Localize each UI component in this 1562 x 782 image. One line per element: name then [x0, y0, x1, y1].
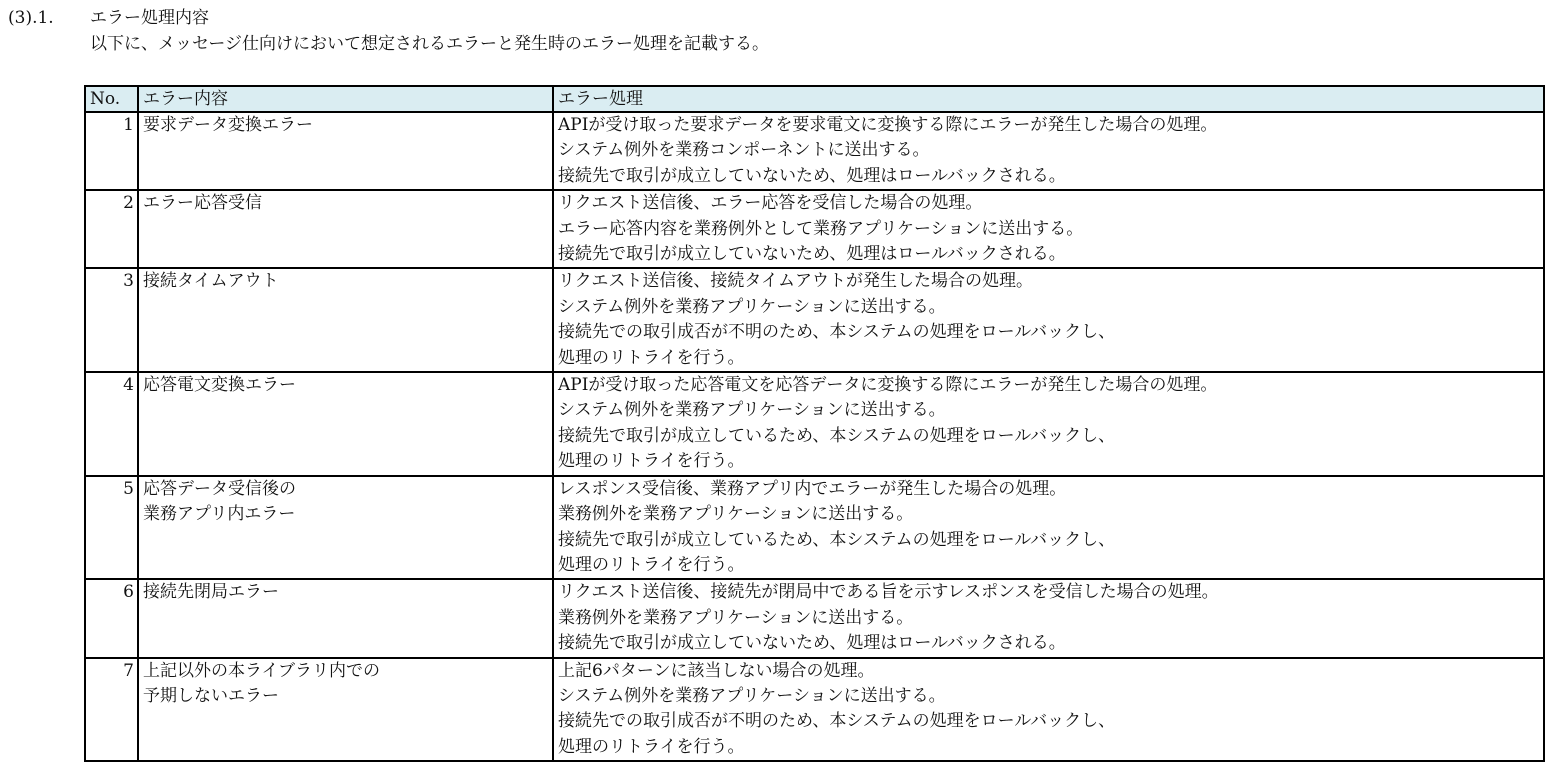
error-content-cell: [138, 372, 553, 476]
section-intro: 以下に、メッセージ仕向けにおいて想定されるエラーと発生時のエラー処理を記載する。: [90, 34, 769, 54]
table-row: [85, 190, 1544, 268]
error-handling-line: 上記6パターンに該当しない場合の処理。: [558, 660, 875, 681]
error-handling-cell: [553, 658, 1544, 762]
error-handling-cell: [553, 112, 1544, 190]
column-header-error-content: エラー内容: [138, 86, 553, 112]
error-content-cell: [138, 112, 553, 190]
column-header-error-handling: エラー処理: [553, 86, 1544, 112]
section-title: エラー処理内容: [90, 8, 209, 28]
error-handling-line: 処理のリトライを行う。: [558, 554, 745, 575]
table-row: [85, 476, 1544, 580]
error-handling-line: システム例外を業務アプリケーションに送出する。: [558, 685, 946, 706]
error-handling-line: システム例外を業務アプリケーションに送出する。: [558, 296, 946, 317]
error-handling-line: 接続先での取引成否が不明のため、本システムの処理をロールバックし、: [558, 322, 1116, 343]
error-content-line: 業務アプリ内エラー: [143, 504, 296, 525]
error-handling-line: 業務例外を業務アプリケーションに送出する。: [558, 504, 914, 525]
error-handling-line: レスポンス受信後、業務アプリ内でエラーが発生した場合の処理。: [558, 478, 1067, 499]
error-handling-cell: [553, 190, 1544, 268]
row-number: 4: [85, 372, 138, 476]
error-content-cell: [138, 268, 553, 372]
error-content-cell: [138, 658, 553, 762]
error-handling-cell: [553, 579, 1544, 657]
error-content-line: 接続タイムアウト: [143, 271, 279, 292]
row-number: 1: [85, 112, 138, 190]
table-row: [85, 372, 1544, 476]
error-content-line: 予期しないエラー: [143, 685, 279, 706]
error-handling-line: 処理のリトライを行う。: [558, 736, 745, 757]
error-handling-line: リクエスト送信後、エラー応答を受信した場合の処理。: [558, 193, 983, 214]
error-handling-line: 業務例外を業務アプリケーションに送出する。: [558, 607, 914, 628]
error-content-cell: [138, 476, 553, 580]
error-handling-line: リクエスト送信後、接続先が閉局中である旨を示すレスポンスを受信した場合の処理。: [558, 582, 1219, 603]
error-content-line: 要求データ変換エラー: [143, 115, 313, 135]
error-handling-line: エラー応答内容を業務例外として業務アプリケーションに送出する。: [558, 218, 1084, 239]
error-handling-line: 処理のリトライを行う。: [558, 347, 745, 368]
error-handling-line: APIが受け取った応答電文を応答データに変換する際にエラーが発生した場合の処理。: [558, 375, 1218, 396]
row-number: 2: [85, 190, 138, 268]
row-number: 3: [85, 268, 138, 372]
error-content-line: 上記以外の本ライブラリ内での: [143, 660, 380, 681]
table-header-row: [85, 86, 1544, 112]
column-header-no: No.: [85, 86, 138, 112]
table-row: [85, 579, 1544, 657]
error-handling-line: 接続先で取引が成立しているため、本システムの処理をロールバックし、: [558, 529, 1116, 550]
error-handling-line: システム例外を業務アプリケーションに送出する。: [558, 400, 946, 421]
section-heading: [8, 6, 209, 30]
error-handling-line: APIが受け取った要求データを要求電文に変換する際にエラーが発生した場合の処理。: [558, 115, 1218, 135]
error-handling-table: [84, 85, 1545, 762]
error-handling-line: 処理のリトライを行う。: [558, 451, 745, 472]
row-number: 5: [85, 476, 138, 580]
error-handling-line: 接続先で取引が成立していないため、処理はロールバックされる。: [558, 633, 1066, 654]
row-number: 6: [85, 579, 138, 657]
section-number: (3).1.: [8, 8, 54, 28]
table-row: [85, 112, 1544, 190]
error-handling-line: リクエスト送信後、接続タイムアウトが発生した場合の処理。: [558, 271, 1033, 292]
table-row: [85, 268, 1544, 372]
error-content-cell: [138, 190, 553, 268]
error-handling-line: 接続先での取引成否が不明のため、本システムの処理をロールバックし、: [558, 711, 1116, 732]
error-content-line: エラー応答受信: [143, 193, 262, 214]
error-handling-line: 接続先で取引が成立しているため、本システムの処理をロールバックし、: [558, 425, 1116, 446]
error-handling-line: 接続先で取引が成立していないため、処理はロールバックされる。: [558, 244, 1066, 265]
error-handling-line: 接続先で取引が成立していないため、処理はロールバックされる。: [558, 165, 1066, 186]
error-handling-line: システム例外を業務コンポーネントに送出する。: [558, 140, 930, 161]
error-content-line: 応答データ受信後の: [143, 478, 296, 499]
error-handling-cell: [553, 476, 1544, 580]
row-number: 7: [85, 658, 138, 762]
error-handling-cell: [553, 372, 1544, 476]
error-content-line: 応答電文変換エラー: [143, 375, 296, 396]
error-content-cell: [138, 579, 553, 657]
table-row: [85, 658, 1544, 762]
error-content-line: 接続先閉局エラー: [143, 582, 279, 603]
error-handling-cell: [553, 268, 1544, 372]
